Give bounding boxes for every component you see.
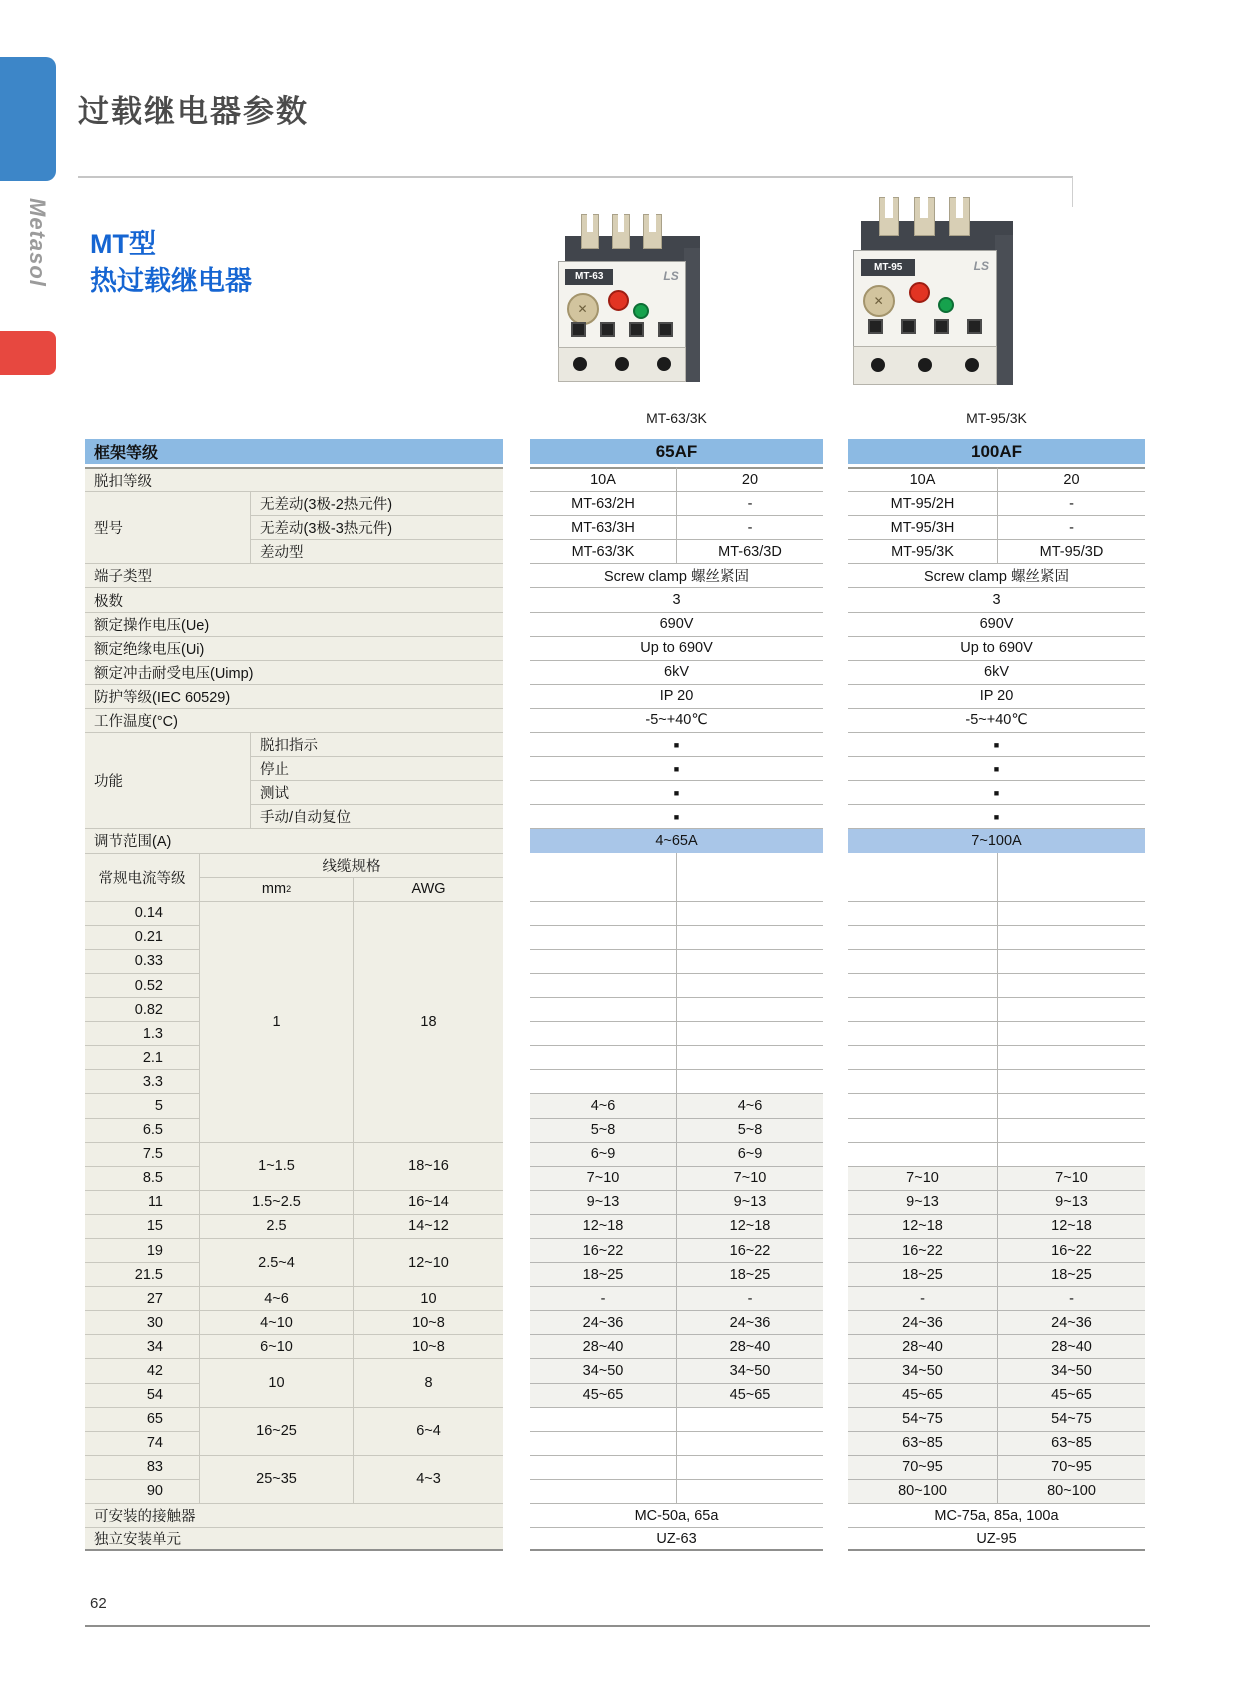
series-title bbox=[90, 226, 252, 300]
range-value bbox=[676, 925, 823, 949]
spec-label: 防护等级(IEC 60529) bbox=[85, 684, 503, 708]
spec-value: 3 bbox=[530, 587, 823, 611]
spec-value: 6kV bbox=[848, 660, 1145, 684]
spec-sublabel: 差动型 bbox=[250, 539, 503, 563]
frame-65af-header: 65AF bbox=[530, 439, 823, 464]
current-rating: 6.5 bbox=[85, 1118, 199, 1142]
range-value bbox=[530, 1479, 676, 1503]
range-value: 6~9 bbox=[676, 1142, 823, 1166]
frame-100af-header: 100AF bbox=[848, 439, 1145, 464]
function-marker: ■ bbox=[848, 732, 1145, 756]
range-value bbox=[848, 1045, 997, 1069]
range-value bbox=[997, 1118, 1145, 1142]
spec-value: 20 bbox=[997, 467, 1145, 491]
current-rating: 65 bbox=[85, 1407, 199, 1431]
test-button-icon bbox=[938, 297, 954, 313]
range-value bbox=[676, 973, 823, 997]
spec-label: 工作温度(°C) bbox=[85, 708, 503, 732]
range-value: 12~18 bbox=[530, 1214, 676, 1238]
current-rating: 15 bbox=[85, 1214, 199, 1238]
range-value: - bbox=[676, 1286, 823, 1310]
range-value bbox=[530, 1021, 676, 1045]
range-value bbox=[676, 1045, 823, 1069]
current-rating: 5 bbox=[85, 1093, 199, 1117]
spec-value: 10A bbox=[848, 467, 997, 491]
range-value bbox=[530, 1455, 676, 1479]
range-value bbox=[530, 949, 676, 973]
current-rating: 54 bbox=[85, 1383, 199, 1407]
range-value: 34~50 bbox=[530, 1358, 676, 1382]
series-line1: MT型 bbox=[90, 229, 156, 259]
range-value: 16~22 bbox=[997, 1238, 1145, 1262]
stop-button-icon bbox=[909, 282, 930, 303]
range-value: 18~25 bbox=[848, 1262, 997, 1286]
range-value bbox=[997, 925, 1145, 949]
current-rating: 0.82 bbox=[85, 997, 199, 1021]
range-value bbox=[530, 1045, 676, 1069]
cable-spec-header: 线缆规格 bbox=[199, 853, 503, 877]
spec-value: MT-63/3D bbox=[676, 539, 823, 563]
current-rating: 11 bbox=[85, 1190, 199, 1214]
function-sublabel: 手动/自动复位 bbox=[250, 804, 503, 828]
spec-value: IP 20 bbox=[848, 684, 1145, 708]
wire-mm2: 1~1.5 bbox=[199, 1142, 353, 1190]
range-value bbox=[676, 1455, 823, 1479]
adjust-dial-icon: ✕ bbox=[567, 293, 599, 325]
spec-label: 额定操作电压(Ue) bbox=[85, 612, 503, 636]
range-value: 16~22 bbox=[530, 1238, 676, 1262]
range-value: 80~100 bbox=[997, 1479, 1145, 1503]
range-value bbox=[848, 1118, 997, 1142]
range-value bbox=[676, 949, 823, 973]
range-value bbox=[848, 925, 997, 949]
relay-base bbox=[853, 346, 997, 385]
range-value bbox=[848, 1021, 997, 1045]
current-rating: 30 bbox=[85, 1310, 199, 1334]
spec-value: Screw clamp 螺丝紧固 bbox=[848, 563, 1145, 587]
range-value bbox=[848, 1069, 997, 1093]
range-value bbox=[530, 1407, 676, 1431]
range-value: 28~40 bbox=[676, 1334, 823, 1358]
red-edge-tab bbox=[0, 331, 56, 375]
spec-table-100af bbox=[848, 439, 1145, 1551]
range-value bbox=[997, 973, 1145, 997]
spec-value: MT-95/3K bbox=[848, 539, 997, 563]
current-rating: 19 bbox=[85, 1238, 199, 1262]
spec-label: 调节范围(A) bbox=[85, 828, 503, 852]
range-value bbox=[848, 973, 997, 997]
range-value: 18~25 bbox=[530, 1262, 676, 1286]
current-rating: 8.5 bbox=[85, 1166, 199, 1190]
range-value bbox=[997, 901, 1145, 925]
spec-value: - bbox=[676, 515, 823, 539]
range-value: 7~10 bbox=[676, 1166, 823, 1190]
range-value: 28~40 bbox=[997, 1334, 1145, 1358]
range-value bbox=[530, 925, 676, 949]
range-value bbox=[530, 1431, 676, 1455]
current-rating: 74 bbox=[85, 1431, 199, 1455]
range-value bbox=[530, 1069, 676, 1093]
empty-cell bbox=[848, 853, 997, 901]
wire-awg: 6~4 bbox=[353, 1407, 503, 1455]
wire-mm2: 1 bbox=[199, 901, 353, 1142]
terminal-screws bbox=[859, 317, 990, 336]
range-value: 45~65 bbox=[676, 1383, 823, 1407]
range-value bbox=[848, 997, 997, 1021]
range-value: 16~22 bbox=[676, 1238, 823, 1262]
range-value: 12~18 bbox=[997, 1214, 1145, 1238]
spec-value: MT-63/3H bbox=[530, 515, 676, 539]
relay-side-panel bbox=[684, 248, 700, 382]
current-rating: 1.3 bbox=[85, 1021, 199, 1045]
range-value bbox=[676, 1069, 823, 1093]
current-rating: 90 bbox=[85, 1479, 199, 1503]
wire-awg: 10~8 bbox=[353, 1310, 503, 1334]
range-value: 70~95 bbox=[997, 1455, 1145, 1479]
range-value: 54~75 bbox=[997, 1407, 1145, 1431]
range-value: 7~10 bbox=[997, 1166, 1145, 1190]
function-sublabel: 测试 bbox=[250, 780, 503, 804]
spec-label: 极数 bbox=[85, 587, 503, 611]
range-value: 9~13 bbox=[997, 1190, 1145, 1214]
spec-value: - bbox=[676, 491, 823, 515]
wire-mm2: 4~10 bbox=[199, 1310, 353, 1334]
range-value bbox=[676, 1021, 823, 1045]
function-marker: ■ bbox=[848, 780, 1145, 804]
spec-value: 10A bbox=[530, 467, 676, 491]
spec-value: IP 20 bbox=[530, 684, 823, 708]
wire-mm2: 10 bbox=[199, 1358, 353, 1406]
range-value: 28~40 bbox=[530, 1334, 676, 1358]
wire-mm2: 16~25 bbox=[199, 1407, 353, 1455]
range-value: 9~13 bbox=[848, 1190, 997, 1214]
current-rating: 0.21 bbox=[85, 925, 199, 949]
empty-cell bbox=[530, 853, 676, 901]
spec-value: - bbox=[997, 491, 1145, 515]
range-value: 9~13 bbox=[676, 1190, 823, 1214]
wire-mm2: 6~10 bbox=[199, 1334, 353, 1358]
bottom-value: MC-50a, 65a bbox=[530, 1503, 823, 1527]
current-rating: 42 bbox=[85, 1358, 199, 1382]
footer-divider bbox=[85, 1625, 1150, 1627]
bottom-label: 独立安装单元 bbox=[85, 1527, 503, 1551]
range-value bbox=[530, 973, 676, 997]
range-value: 12~18 bbox=[848, 1214, 997, 1238]
wire-mm2: 2.5~4 bbox=[199, 1238, 353, 1286]
product-image-mt63 bbox=[558, 214, 700, 382]
bottom-value: UZ-63 bbox=[530, 1527, 823, 1551]
wire-mm2: 1.5~2.5 bbox=[199, 1190, 353, 1214]
range-value: 5~8 bbox=[676, 1118, 823, 1142]
spec-value: MT-95/2H bbox=[848, 491, 997, 515]
empty-cell bbox=[676, 853, 823, 901]
page-number: 62 bbox=[90, 1595, 107, 1612]
range-value: 7~10 bbox=[848, 1166, 997, 1190]
function-marker: ■ bbox=[530, 804, 823, 828]
product-caption-mt95: MT-95/3K bbox=[966, 410, 1027, 426]
product-image-mt95 bbox=[853, 197, 1013, 385]
model-plate: MT-95 bbox=[861, 259, 915, 276]
model-plate: MT-63 bbox=[565, 269, 613, 284]
terminal-fork-icon bbox=[581, 214, 599, 249]
range-value: 45~65 bbox=[848, 1383, 997, 1407]
spec-table-labels bbox=[85, 439, 503, 1551]
range-value bbox=[997, 949, 1145, 973]
range-value bbox=[997, 1142, 1145, 1166]
terminal-fork-icon bbox=[949, 197, 970, 236]
range-value bbox=[997, 997, 1145, 1021]
adjust-range-value: 7~100A bbox=[848, 828, 1145, 852]
spec-value: Up to 690V bbox=[848, 636, 1145, 660]
stop-button-icon bbox=[608, 290, 629, 311]
spec-value: 6kV bbox=[530, 660, 823, 684]
current-rating: 27 bbox=[85, 1286, 199, 1310]
range-value bbox=[997, 1069, 1145, 1093]
range-value: 9~13 bbox=[530, 1190, 676, 1214]
range-value: 4~6 bbox=[530, 1093, 676, 1117]
wire-awg: 10 bbox=[353, 1286, 503, 1310]
range-value: 63~85 bbox=[997, 1431, 1145, 1455]
range-value bbox=[848, 949, 997, 973]
range-value bbox=[848, 1093, 997, 1117]
empty-cell bbox=[997, 853, 1145, 901]
range-value bbox=[676, 1407, 823, 1431]
range-value: - bbox=[530, 1286, 676, 1310]
bottom-value: MC-75a, 85a, 100a bbox=[848, 1503, 1145, 1527]
range-value bbox=[676, 1431, 823, 1455]
current-rating: 34 bbox=[85, 1334, 199, 1358]
relay-base bbox=[558, 347, 686, 382]
adjust-dial-icon: ✕ bbox=[863, 285, 895, 317]
range-value: 45~65 bbox=[530, 1383, 676, 1407]
range-value: 34~50 bbox=[997, 1358, 1145, 1382]
current-rating: 83 bbox=[85, 1455, 199, 1479]
wire-mm2: 25~35 bbox=[199, 1455, 353, 1503]
spec-value: MT-95/3H bbox=[848, 515, 997, 539]
title-divider-tick bbox=[1072, 177, 1073, 207]
function-sublabel: 停止 bbox=[250, 756, 503, 780]
spec-value: Up to 690V bbox=[530, 636, 823, 660]
spec-sublabel: 无差动(3极-2热元件) bbox=[250, 491, 503, 515]
bottom-label: 可安装的接触器 bbox=[85, 1503, 503, 1527]
range-value: 5~8 bbox=[530, 1118, 676, 1142]
range-value bbox=[530, 997, 676, 1021]
terminal-screws bbox=[564, 322, 680, 339]
range-value: 6~9 bbox=[530, 1142, 676, 1166]
spec-label: 额定冲击耐受电压(Uimp) bbox=[85, 660, 503, 684]
spec-value: -5~+40℃ bbox=[848, 708, 1145, 732]
wire-awg: 12~10 bbox=[353, 1238, 503, 1286]
spec-value: 690V bbox=[848, 612, 1145, 636]
frame-grade-header: 框架等级 bbox=[85, 439, 503, 464]
awg-header: AWG bbox=[353, 877, 503, 901]
terminal-fork-icon bbox=[879, 197, 900, 236]
function-sublabel: 脱扣指示 bbox=[250, 732, 503, 756]
spec-label: 型号 bbox=[85, 491, 250, 563]
current-rating: 0.14 bbox=[85, 901, 199, 925]
current-rating: 3.3 bbox=[85, 1069, 199, 1093]
terminal-fork-icon bbox=[914, 197, 935, 236]
range-value bbox=[530, 901, 676, 925]
spec-label: 脱扣等级 bbox=[85, 467, 503, 491]
range-value: 24~36 bbox=[997, 1310, 1145, 1334]
function-marker: ■ bbox=[848, 804, 1145, 828]
range-value bbox=[676, 1479, 823, 1503]
spec-value: MT-63/2H bbox=[530, 491, 676, 515]
spec-value: MT-95/3D bbox=[997, 539, 1145, 563]
product-caption-mt63: MT-63/3K bbox=[646, 410, 707, 426]
range-value bbox=[997, 1093, 1145, 1117]
range-value: 7~10 bbox=[530, 1166, 676, 1190]
relay-side-panel bbox=[995, 235, 1013, 385]
range-value bbox=[997, 1021, 1145, 1045]
range-value: 24~36 bbox=[848, 1310, 997, 1334]
title-divider bbox=[78, 176, 1073, 178]
range-value bbox=[848, 901, 997, 925]
terminal-fork-icon bbox=[643, 214, 661, 249]
range-value: 54~75 bbox=[848, 1407, 997, 1431]
current-rating: 0.52 bbox=[85, 973, 199, 997]
function-marker: ■ bbox=[530, 780, 823, 804]
spec-value: 3 bbox=[848, 587, 1145, 611]
spec-value: 20 bbox=[676, 467, 823, 491]
spec-value: Screw clamp 螺丝紧固 bbox=[530, 563, 823, 587]
range-value: 34~50 bbox=[676, 1358, 823, 1382]
wire-awg: 14~12 bbox=[353, 1214, 503, 1238]
range-value: 12~18 bbox=[676, 1214, 823, 1238]
wire-awg: 16~14 bbox=[353, 1190, 503, 1214]
wire-mm2: 4~6 bbox=[199, 1286, 353, 1310]
blue-edge-tab bbox=[0, 57, 56, 181]
wire-mm2: 2.5 bbox=[199, 1214, 353, 1238]
range-value: 70~95 bbox=[848, 1455, 997, 1479]
function-marker: ■ bbox=[530, 756, 823, 780]
range-value: 24~36 bbox=[676, 1310, 823, 1334]
range-value: - bbox=[848, 1286, 997, 1310]
range-value: 18~25 bbox=[676, 1262, 823, 1286]
current-rating: 2.1 bbox=[85, 1045, 199, 1069]
wire-awg: 4~3 bbox=[353, 1455, 503, 1503]
range-value bbox=[676, 997, 823, 1021]
series-line2: 热过载继电器 bbox=[90, 266, 252, 296]
spec-label: 端子类型 bbox=[85, 563, 503, 587]
range-value bbox=[676, 901, 823, 925]
spec-label: 功能 bbox=[85, 732, 250, 828]
range-value bbox=[997, 1045, 1145, 1069]
function-marker: ■ bbox=[848, 756, 1145, 780]
adjust-range-value: 4~65A bbox=[530, 828, 823, 852]
wire-awg: 10~8 bbox=[353, 1334, 503, 1358]
range-value: 28~40 bbox=[848, 1334, 997, 1358]
function-marker: ■ bbox=[530, 732, 823, 756]
range-value: 24~36 bbox=[530, 1310, 676, 1334]
brand-metasol: Metasol bbox=[25, 198, 50, 287]
current-rating: 21.5 bbox=[85, 1262, 199, 1286]
wire-awg: 8 bbox=[353, 1358, 503, 1406]
range-value: 45~65 bbox=[997, 1383, 1145, 1407]
spec-label: 额定绝缘电压(Ui) bbox=[85, 636, 503, 660]
range-value bbox=[848, 1142, 997, 1166]
spec-value: - bbox=[997, 515, 1145, 539]
current-rating: 0.33 bbox=[85, 949, 199, 973]
spec-value: MT-63/3K bbox=[530, 539, 676, 563]
range-value: 16~22 bbox=[848, 1238, 997, 1262]
range-value: 18~25 bbox=[997, 1262, 1145, 1286]
bottom-value: UZ-95 bbox=[848, 1527, 1145, 1551]
spec-table-65af bbox=[530, 439, 823, 1551]
range-value: 63~85 bbox=[848, 1431, 997, 1455]
mm2-header: mm 2 bbox=[199, 877, 353, 901]
spec-sublabel: 无差动(3极-3热元件) bbox=[250, 515, 503, 539]
wire-awg: 18 bbox=[353, 901, 503, 1142]
page-title: 过载继电器参数 bbox=[78, 94, 309, 129]
wire-awg: 18~16 bbox=[353, 1142, 503, 1190]
current-class-header: 常规电流等级 bbox=[85, 853, 199, 901]
range-value: 80~100 bbox=[848, 1479, 997, 1503]
range-value: 4~6 bbox=[676, 1093, 823, 1117]
ls-logo: LS bbox=[973, 259, 989, 274]
ls-logo: LS bbox=[663, 269, 679, 284]
terminal-fork-icon bbox=[612, 214, 630, 249]
range-value: 34~50 bbox=[848, 1358, 997, 1382]
spec-value: -5~+40℃ bbox=[530, 708, 823, 732]
current-rating: 7.5 bbox=[85, 1142, 199, 1166]
spec-value: 690V bbox=[530, 612, 823, 636]
range-value: - bbox=[997, 1286, 1145, 1310]
